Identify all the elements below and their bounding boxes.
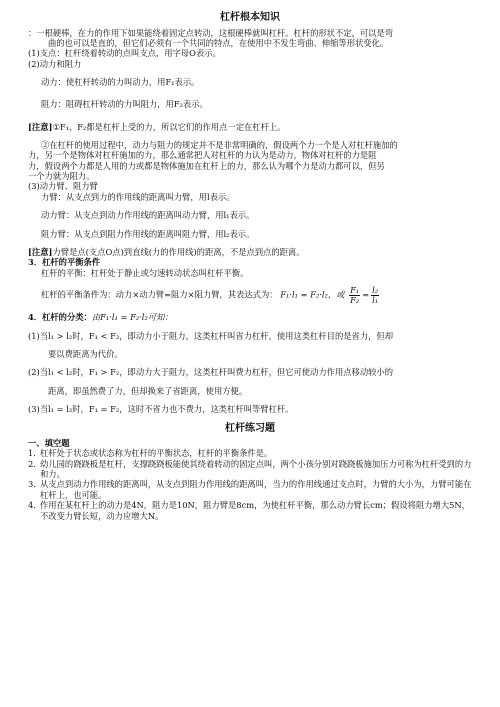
exercise-heading: 一、填空题 — [28, 438, 70, 449]
section3-heading: 3．杠杆的平衡条件 — [28, 257, 101, 268]
fraction-right-denominator: l₁ — [372, 294, 379, 305]
exercise-number: 2. — [28, 458, 36, 469]
note3-tag: [注意] — [28, 246, 53, 257]
note1 — [28, 122, 472, 132]
class1-line1: (1)当l₁ > l₂时，F₁ < F₂，即动力小于阻力，这类杠杆叫省力杠杆，使用这类杠杆目的是省力，但却 — [28, 330, 394, 341]
effort-arm-definition: 动力臂：从支点到动力作用线的距离叫动力臂，用l₁表示。 — [41, 210, 255, 221]
fraction-left — [349, 286, 360, 304]
balance-formula: F₁·l₁ = F₂·l₂，或 — [280, 289, 345, 300]
balance-condition — [28, 286, 472, 304]
section4-formula: 由F₁·l₁ = F₂·l₂可知： — [91, 312, 173, 323]
fraction-left-numerator: F₁ — [350, 284, 360, 295]
exercise-text: 杠杆处于状态或状态称为杠杆的平衡状态，杠杆的平衡条件是。 — [40, 448, 273, 459]
fraction-equals: = — [362, 289, 370, 300]
exercise-text: 从支点到动力作用线的距离叫，从支点到阻力作用线的距离叫，当力的作用线通过支点时，力臂的大小为，力臂可能在杠杆上，也可能。 — [40, 479, 472, 500]
exercise-number: 3. — [28, 479, 36, 490]
exercise-list — [28, 448, 472, 521]
section4-heading — [28, 312, 472, 322]
fraction-left-denominator: F₂ — [350, 294, 360, 305]
exercise-text: 幼儿园的跷跷板是杠杆，支撑跷跷板能使其绕着转动的固定点叫，两个小孩分别对跷跷板施加压力可称为杠杆受到的力和力。 — [40, 458, 472, 480]
list-item — [28, 479, 472, 500]
list-item — [28, 448, 472, 458]
exercise-title: 杠杆练习题 — [225, 422, 275, 434]
effort-definition: 动力：使杠杆转动的力叫动力，用F₁表示。 — [41, 76, 200, 87]
lever-definition-line1: ：一根硬棒，在力的作用下如果能绕着固定点转动，这根硬棒就叫杠杆。杠杆的形状不定，可以是弯 — [28, 27, 394, 38]
balance-condition-text: 杠杆的平衡条件为：动力×动力臂=阻力×阻力臂，其表达式为： — [41, 289, 278, 300]
list-item — [28, 459, 472, 480]
exercise-number: 1. — [28, 448, 36, 459]
fulcrum-definition: (1)支点：杠杆绕着转动的点叫支点，用字母O表示。 — [28, 48, 221, 59]
fraction-right-numerator: l₂ — [372, 284, 379, 295]
load-definition: 阻力：阻碍杠杆转动的力叫阻力，用F₂表示。 — [41, 99, 208, 110]
note2-line4: 一个力就为阻力。 — [28, 171, 95, 182]
note2-line1: ②在杠杆的使用过程中，动力与阻力的规定并不是非常明确的，假设两个力一个是人对杠杆施加的 — [41, 140, 398, 151]
list-item — [28, 500, 472, 521]
load-arm-definition: 阻力臂：从支点到阻力作用线的距离叫阻力臂，用l₂表示。 — [41, 228, 255, 239]
fraction-right — [371, 286, 379, 304]
doc-title: 杠杆根本知识 — [220, 12, 280, 23]
note2-line3: 力，假设两个力都是人用的力或都是物体施加在杠杆上的力，那么认为哪个力是动力都可以，但另 — [28, 160, 385, 171]
class3: (3)当l₁ = l₂时，F₁ = F₂，这时不省力也不费力，这类杠杆叫等臂杠杆。 — [28, 404, 294, 415]
section4-title: 4．杠杆的分类： — [28, 312, 92, 323]
note1-text: ①F₁、F₂都是杠杆上受的力，所以它们的作用点一定在杠杆上。 — [52, 121, 286, 132]
class1-line2: 要以费距离为代价。 — [48, 349, 123, 360]
force-heading: (2)动力和阻力 — [28, 58, 82, 69]
note3 — [28, 247, 472, 257]
class2-line1: (2)当l₁ < l₂时，F₁ > F₂，即动力大于阻力，这类杠杆叫费力杠杆，但它可使动力作用点移动较小的 — [28, 367, 394, 378]
arm-heading: (3)动力臂、阻力臂 — [28, 181, 98, 192]
exercise-number: 4. — [28, 500, 36, 511]
exercise-text: 作用在某杠杆上的动力是4N，阻力是10N，阻力臂是8cm，为使杠杆平衡，那么动力臂长cm；假设将阻力增大5N，不改变力臂长短，动力应增大N。 — [40, 500, 470, 521]
arm-definition: 力臂：从支点到力的作用线的距离叫力臂，用l表示。 — [41, 191, 235, 202]
balance-definition: 杠杆的平衡：杠杆处于静止或匀速转动状态叫杠杆平衡。 — [41, 267, 249, 278]
note2-line2: 力，另一个是物体对杠杆施加的力，那么通常把人对杠杆的力认为是动力，物体对杠杆的力是阻 — [28, 150, 377, 161]
note3-text: 力臂是点(支点O点)到直线(力的作用线)的距离，不是点到点的距离。 — [52, 246, 305, 257]
lever-definition-line2: 曲的也可以是直的，但它们必须有一个共同的特点，在使用中不发生弯曲、伸缩等形状变化。 — [48, 37, 389, 48]
class2-line2: 距离，即虽然费了力，但却换来了省距离，使用方便。 — [48, 385, 248, 396]
note1-tag: [注意] — [28, 121, 53, 132]
